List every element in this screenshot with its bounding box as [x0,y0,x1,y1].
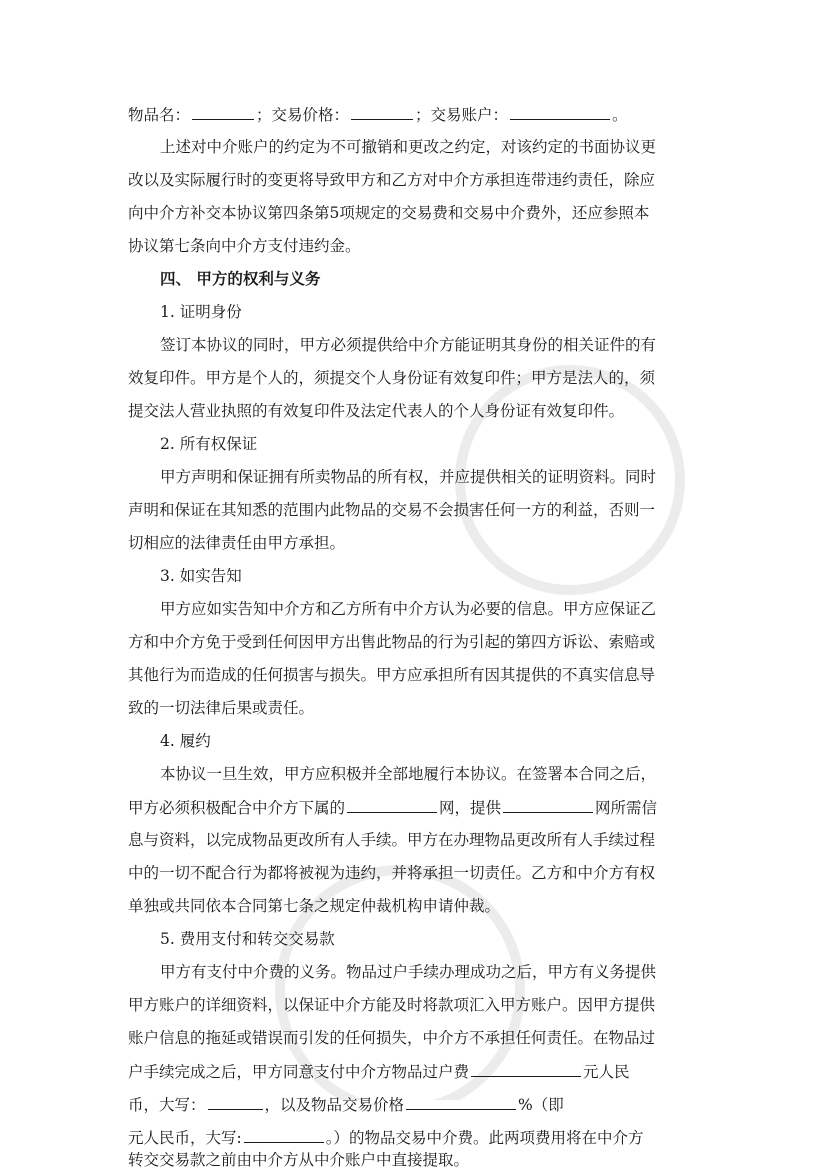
paragraph-line: 签订本协议的同时，甲方必须提供给中介方能证明其身份的相关证件的有 [160,336,657,354]
text-segment: 网所需信 [595,799,658,817]
paragraph-line: 其他行为而造成的任何损害与损失。甲方应承担所有因其提供的不真实信息导 [128,666,656,684]
text-segment: 元人民币，大写: [128,1129,242,1147]
blank-commission-in-words [244,1127,324,1143]
doc-line-1 [128,104,628,125]
paragraph-line: 改以及实际履行时的变更将导致甲方和乙方对中介方承担连带违约责任，除应 [128,171,656,189]
blank-trade-account [510,104,610,120]
paragraph-line: 切相应的法律责任由甲方承担。 [128,534,346,552]
blank-item-name [192,104,254,120]
subheading-3: 3. 如实告知 [160,567,242,585]
blank-site-name-1 [347,797,437,813]
blank-transfer-fee [471,1061,581,1077]
blank-trade-price [351,104,413,120]
paragraph-line: 效复印件。甲方是个人的，须提交个人身份证有效复印件；甲方是法人的，须 [128,369,656,387]
paragraph-line: 本协议一旦生效，甲方应积极并全部地履行本协议。在签署本合同之后， [160,765,657,783]
paragraph-line: 协议第七条向中介方支付违约金。 [128,237,361,255]
paragraph-line: 账户信息的拖延或错误而引发的任何损失，中介方不承担任何责任。在物品过 [128,1029,656,1047]
label-trade-account: ；交易账户： [415,106,509,124]
text-segment: 币，大写： [128,1096,206,1114]
subheading-1: 1. 证明身份 [160,303,242,321]
section-heading-4: 四、 甲方的权利与义务 [160,269,321,288]
paragraph-line: 甲方账户的详细资料，以保证中介方能及时将款项汇入甲方账户。因甲方提供 [128,996,656,1014]
paragraph-line: 中的一切不配合行为都将被视为违约，并将承担一切责任。乙方和中介方有权 [128,864,656,882]
text-segment: 元人民 [583,1063,630,1081]
label-trade-price: ；交易价格： [256,106,350,124]
doc-line-22 [128,797,657,818]
blank-site-name-2 [503,797,593,813]
paragraph-line: 息与资料，以完成物品更改所有人手续。甲方在办理物品更改所有人手续过程 [128,831,656,849]
subheading-4: 4. 履约 [160,732,211,750]
doc-line-30 [128,1061,630,1082]
paragraph-line: 甲方声明和保证拥有所卖物品的所有权，并应提供相关的证明资料。同时 [160,468,657,486]
text-segment: ，以及物品交易价格 [264,1096,405,1114]
paragraph-line: 声明和保证在其知悉的范围内此物品的交易不会损害任何一方的利益，否则一 [128,501,656,519]
paragraph-line: 上述对中介账户的约定为不可撤销和更改之约定，对该约定的书面协议更 [160,138,657,156]
text-segment: 甲方必须积极配合中介方下属的 [128,799,346,817]
label-item-name: 物品名： [128,106,191,124]
text-segment: 。）的物品交易中介费。此两项费用将在中介方 [325,1129,644,1147]
paragraph-line: 向中介方补交本协议第四条第5项规定的交易费和交易中介费外，还应参照本 [128,204,650,222]
paragraph-line: 单独或共同依本合同第七条之规定仲裁机构申请仲裁。 [128,897,501,915]
subheading-5: 5. 费用支付和转交交易款 [160,930,335,948]
line-end-mark: 。 [612,106,628,124]
doc-line-32 [128,1127,644,1148]
paragraph-line: 提交法人营业执照的有效复印件及法定代表人的个人身份证有效复印件。 [128,402,625,420]
text-segment: 户手续完成之后，甲方同意支付中介方物品过户费 [128,1063,470,1081]
paragraph-line: 转交交易款之前由中介方从中介账户中直接提取。 [128,1151,470,1169]
paragraph-line: 方和中介方免于受到任何因甲方出售此物品的行为引起的第四方诉讼、索赔或 [128,633,656,651]
paragraph-line: 甲方有支付中介费的义务。物品过户手续办理成功之后，甲方有义务提供 [160,963,657,981]
text-segment: %（即 [518,1096,564,1114]
blank-fee-in-words [208,1094,263,1110]
blank-percentage [406,1094,516,1110]
doc-line-31 [128,1094,564,1115]
subheading-2: 2. 所有权保证 [160,435,258,453]
paragraph-line: 甲方应如实告知中介方和乙方所有中介方认为必要的信息。甲方应保证乙 [160,600,657,618]
paragraph-line: 致的一切法律后果或责任。 [128,699,315,717]
text-segment: 网，提供 [439,799,502,817]
